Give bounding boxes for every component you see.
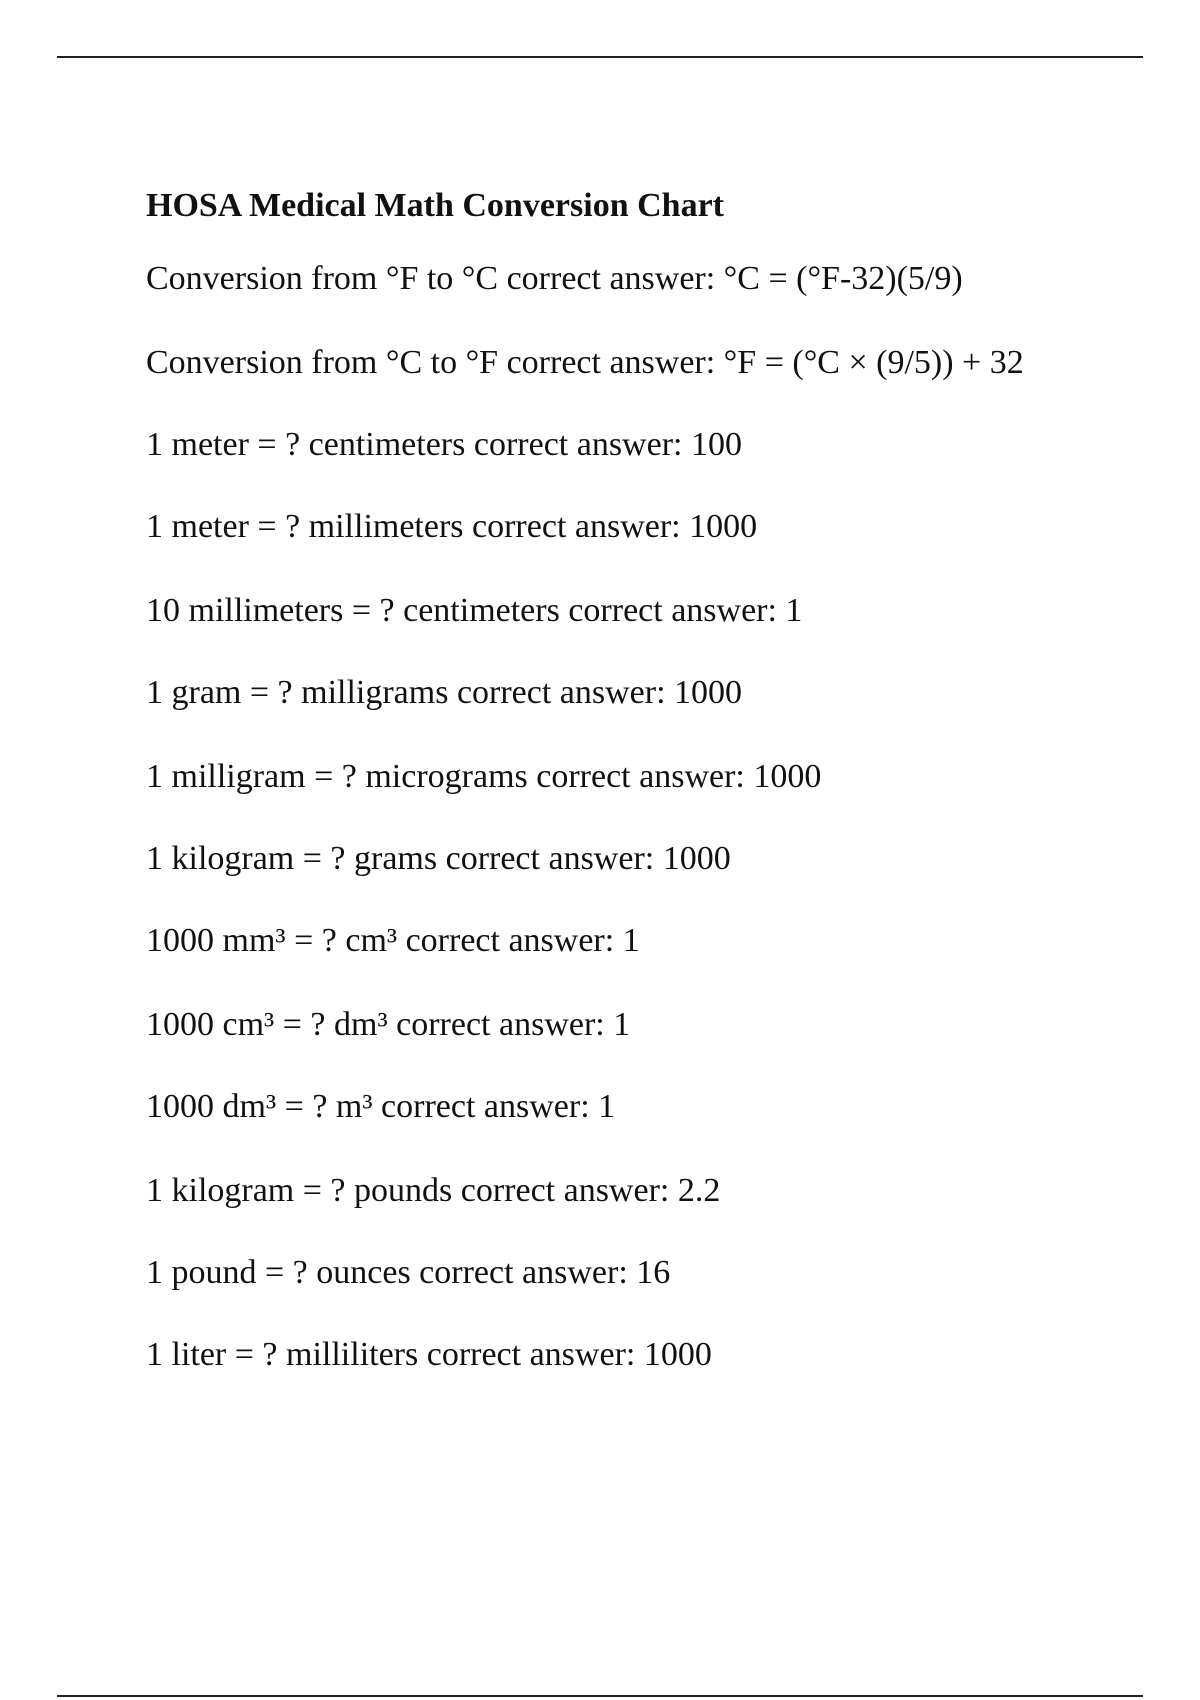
list-item: 1000 mm³ = ? cm³ correct answer: 1 xyxy=(146,922,640,959)
list-item: Conversion from °C to °F correct answer: °F = (°C × (9/5)) + 32 xyxy=(146,344,1024,381)
top-divider xyxy=(57,56,1143,58)
list-item: 1 liter = ? milliliters correct answer: 1000 xyxy=(146,1336,712,1373)
list-item: 1 meter = ? millimeters correct answer: 1000 xyxy=(146,508,758,545)
list-item: 10 millimeters = ? centimeters correct answer: 1 xyxy=(146,592,803,629)
list-item: 1000 cm³ = ? dm³ correct answer: 1 xyxy=(146,1006,631,1043)
list-item: 1 milligram = ? micrograms correct answer: 1000 xyxy=(146,758,822,795)
list-item: 1 meter = ? centimeters correct answer: 100 xyxy=(146,426,742,463)
list-item: 1 pound = ? ounces correct answer: 16 xyxy=(146,1254,671,1291)
list-item: 1000 dm³ = ? m³ correct answer: 1 xyxy=(146,1088,616,1125)
document-body xyxy=(146,186,1046,1376)
bottom-divider xyxy=(57,1695,1143,1697)
list-item: 1 gram = ? milligrams correct answer: 1000 xyxy=(146,674,743,711)
list-item: Conversion from °F to °C correct answer: °C = (°F-32)(5/9) xyxy=(146,260,963,297)
list-item: 1 kilogram = ? grams correct answer: 1000 xyxy=(146,840,731,877)
list-item: 1 kilogram = ? pounds correct answer: 2.2 xyxy=(146,1172,721,1209)
page-title: HOSA Medical Math Conversion Chart xyxy=(146,187,724,224)
